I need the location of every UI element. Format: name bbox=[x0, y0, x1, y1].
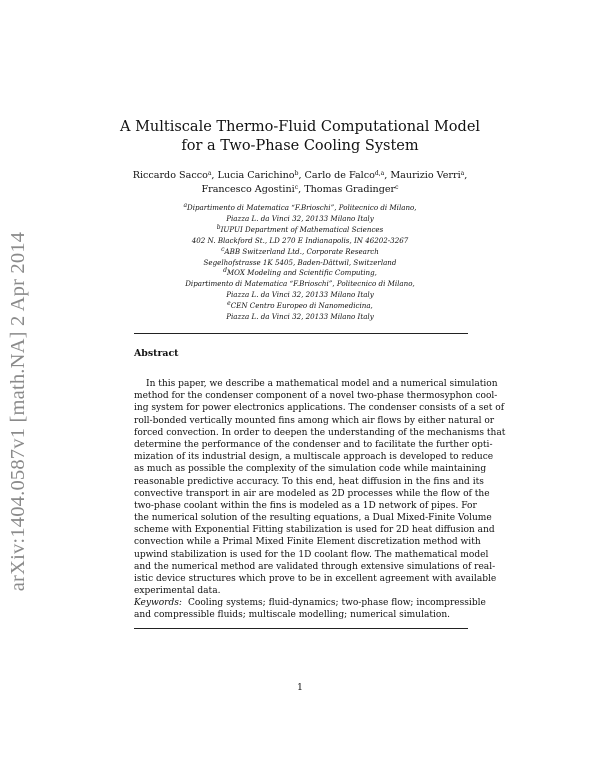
affiliation-list bbox=[120, 203, 480, 323]
abstract-bottom-rule bbox=[134, 628, 468, 629]
affiliation-line: Piazza L. da Vinci 32, 20133 Milano Italy bbox=[226, 312, 374, 322]
paper-title bbox=[120, 118, 480, 156]
author-line: Francesco Agostini$^c$, Thomas Gradinger$^c$ bbox=[201, 184, 399, 195]
affiliation-line: Piazza L. da Vinci 32, 20133 Milano Italy bbox=[226, 290, 374, 300]
title-line: for a Two-Phase Cooling System bbox=[181, 138, 419, 154]
abstract-body bbox=[134, 378, 506, 597]
affiliation-line: $^e$CEN Centro Europeo di Nanomedicina, bbox=[227, 300, 373, 311]
abstract-line: convective transport in air are modeled as 2D processes while the flow of the bbox=[134, 488, 490, 499]
keywords-line bbox=[134, 597, 486, 609]
arxiv-identifier: arXiv:1404.0587v1 [math.NA] 2 Apr 2014 bbox=[7, 231, 30, 591]
author-affiliation-mark: b bbox=[294, 170, 299, 177]
affiliation-line: Piazza L. da Vinci 32, 20133 Milano Italy bbox=[226, 213, 374, 223]
abstract-heading: Abstract bbox=[134, 348, 179, 359]
author-affiliation-mark: d,a bbox=[374, 170, 385, 177]
abstract-line: determine the performance of the condenser and to facilitate the further opti- bbox=[134, 439, 493, 450]
author-name: Carlo de Falco bbox=[304, 170, 375, 181]
abstract-line: mization of its industrial design, a multiscale approach is developed to reduce bbox=[134, 452, 494, 463]
abstract-line: upwind stabilization is used for the 1D coolant flow. The mathematical model bbox=[134, 549, 489, 560]
affiliation-line: $^a$Dipartimento di Matematica “F.Brioschi”, Politecnico di Milano, bbox=[183, 202, 417, 212]
keywords-line: and compressible fluids; multiscale modelling; numerical simulation. bbox=[134, 610, 451, 621]
abstract-line: two-phase coolant within the fins is modeled as a 1D network of pipes. For bbox=[134, 500, 477, 511]
keywords-block bbox=[134, 597, 486, 621]
author-line: Riccardo Sacco$^a$, Lucia Carichino$^b$, Carlo de Falco$^{d,a}$, Maurizio Verri$^a$, bbox=[132, 170, 468, 181]
abstract-line: istic device structures which prove to be in excellent agreement with available bbox=[134, 574, 497, 584]
abstract-line: reasonable predictive accuracy. To this end, heat diffusion in the fins and its bbox=[134, 476, 484, 487]
author-list bbox=[120, 169, 480, 197]
author-name: Maurizio Verri bbox=[390, 170, 461, 181]
abstract-line: forced convection. In order to deepen the understanding of the mechanisms that bbox=[134, 427, 506, 438]
affiliation-line: $^b$IUPUI Department of Mathematical Sciences bbox=[216, 223, 384, 234]
keywords-label: Keywords: bbox=[134, 598, 182, 608]
keywords-text: Cooling systems; fluid-dynamics; two-phase flow; incompressible bbox=[187, 598, 486, 608]
author-affiliation-mark: a bbox=[460, 170, 465, 177]
author-name: Thomas Gradinger bbox=[304, 184, 396, 195]
author-name: Francesco Agostini bbox=[201, 184, 295, 195]
abstract-line: In this paper, we describe a mathematical model and a numerical simulation bbox=[146, 379, 498, 389]
author-name: Riccardo Sacco bbox=[132, 170, 208, 181]
affiliation-line: 402 N. Blackford St., LD 270 E Indianapolis, IN 46202-3267 bbox=[191, 235, 409, 245]
author-affiliation-mark: c bbox=[395, 184, 399, 191]
abstract-line: and the numerical method are validated through extensive simulations of real- bbox=[134, 561, 496, 572]
abstract-line: roll-bonded vertically mounted fins among which air flows by either natural or bbox=[134, 415, 495, 426]
author-affiliation-mark: c bbox=[294, 184, 299, 191]
page-number: 1 bbox=[297, 682, 303, 693]
affiliation-line: $^c$ABB Switzerland Ltd., Corporate Research bbox=[221, 245, 379, 256]
abstract-line: ing system for power electronics applications. The condenser consists of a set of bbox=[134, 403, 505, 414]
abstract-line: method for the condenser component of a novel two-phase thermosyphon cool- bbox=[134, 391, 498, 402]
affiliation-line: Segelhofstrasse 1K 5405, Baden-Dättwil, Switzerland bbox=[203, 257, 397, 267]
affiliation-line: $^d$MOX Modeling and Scientific Computing, bbox=[223, 267, 377, 278]
author-name: Lucia Carichino bbox=[217, 170, 295, 181]
abstract-line: experimental data. bbox=[134, 586, 221, 597]
abstract-line: scheme with Exponential Fitting stabilization is used for 2D heat diffusion and bbox=[134, 525, 495, 536]
arxiv-side-stamp bbox=[4, 196, 34, 626]
author-affiliation-mark: a bbox=[207, 170, 212, 177]
affiliation-line: Dipartimento di Matematica “F.Brioschi”, Politecnico di Milano, bbox=[185, 279, 415, 289]
title-line: A Multiscale Thermo-Fluid Computational Model bbox=[120, 119, 481, 135]
abstract-top-rule bbox=[134, 333, 468, 334]
abstract-line: the numerical solution of the resulting equations, a Dual Mixed-Finite Volume bbox=[134, 513, 492, 524]
abstract-line: as much as possible the complexity of the simulation code while maintaining bbox=[134, 464, 487, 475]
abstract-line: convection while a Primal Mixed Finite Element discretization method with bbox=[134, 537, 481, 548]
